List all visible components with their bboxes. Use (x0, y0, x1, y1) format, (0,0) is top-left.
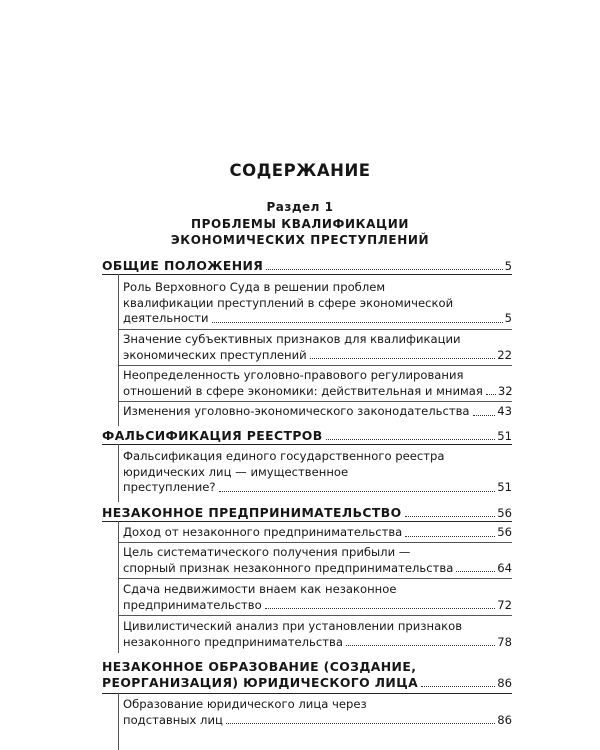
toc-item[interactable] (123, 582, 512, 613)
page-number: 86 (497, 712, 512, 727)
page-number: 51 (497, 429, 512, 443)
page-number: 43 (497, 404, 512, 418)
item-line: юридических лиц — имущественное (123, 464, 349, 479)
item-line: деятельности (123, 311, 209, 326)
item-rule (118, 542, 512, 543)
item-line: отношений в сфере экономики: действительная и мнимая (123, 383, 483, 398)
dot-leader (266, 269, 502, 270)
page-number: 56 (497, 525, 512, 539)
section-title: ФАЛЬСИФИКАЦИЯ РЕЕСТРОВ (102, 428, 323, 443)
page-number: 51 (497, 480, 512, 495)
item-line: предпринимательство (123, 597, 262, 612)
section-rule (102, 521, 512, 522)
item-line: Фальсификация единого государственного реестра (123, 449, 445, 463)
toc-item[interactable] (123, 449, 512, 496)
item-line: подставных лиц (123, 712, 223, 727)
item-line: Изменения уголовно-экономического законодательства (123, 404, 470, 418)
item-line: незаконного предпринимательства (123, 634, 343, 649)
section-vertical-line (118, 693, 119, 750)
item-line: Роль Верховного Суда в решении проблем (123, 280, 386, 294)
toc-item[interactable] (123, 332, 512, 363)
toc-heading: СОДЕРЖАНИЕ (229, 161, 371, 180)
item-rule (118, 615, 512, 616)
toc-item[interactable] (123, 545, 512, 576)
dot-leader (226, 723, 495, 724)
page-number: 5 (504, 259, 512, 273)
item-line: Значение субъективных признаков для квалификации (123, 332, 461, 346)
dot-leader (219, 491, 496, 492)
item-line: Сдача недвижимости внаем как незаконное (123, 582, 397, 596)
dot-leader (456, 571, 495, 572)
part-title-line: ЭКОНОМИЧЕСКИХ ПРЕСТУПЛЕНИЙ (170, 233, 430, 247)
page-number: 86 (497, 676, 512, 690)
item-line: Цель систематического получения прибыли — (123, 545, 411, 559)
section-rule (102, 274, 512, 275)
page-number: 5 (504, 311, 512, 326)
page-number: 72 (497, 597, 512, 612)
toc-item[interactable] (123, 368, 512, 399)
page-number: 78 (497, 634, 512, 649)
section-title: НЕЗАКОННОЕ ПРЕДПРИНИМАТЕЛЬСТВО (102, 505, 402, 520)
dot-leader (265, 608, 496, 609)
item-line: Доход от незаконного предпринимательства (123, 525, 403, 539)
item-line: Цивилистический анализ при установлении признаков (123, 619, 463, 633)
item-line: Неопределенность уголовно-правового регулирования (123, 368, 464, 382)
dot-leader (421, 686, 495, 687)
item-line: Образование юридического лица через (123, 697, 367, 711)
dot-leader (346, 645, 495, 646)
toc-item[interactable] (123, 619, 512, 650)
section-vertical-line (118, 444, 119, 502)
section-title: НЕЗАКОННОЕ ОБРАЗОВАНИЕ (СОЗДАНИЕ, (102, 659, 417, 674)
toc-section-illegal-formation[interactable] (102, 659, 512, 691)
dot-leader (473, 415, 496, 416)
toc-section-registries[interactable] (102, 428, 512, 444)
toc-section-illegal-entrepreneurship[interactable] (102, 505, 512, 521)
toc-item[interactable] (123, 697, 512, 728)
item-line: преступление? (123, 480, 216, 495)
item-line: экономических преступлений (123, 347, 307, 362)
page-number: 22 (497, 347, 512, 362)
section-rule (102, 693, 512, 694)
dot-leader (486, 394, 496, 395)
section-vertical-line (118, 521, 119, 653)
page-number: 64 (497, 560, 512, 575)
item-line: квалификации преступлений в сфере экономической (123, 295, 454, 310)
item-rule (118, 329, 512, 330)
item-rule (118, 365, 512, 366)
toc-item[interactable] (123, 280, 512, 327)
part-label: Раздел 1 (266, 200, 334, 214)
section-title: РЕОРГАНИЗАЦИЯ) ЮРИДИЧЕСКОГО ЛИЦА (102, 675, 419, 690)
toc-item[interactable] (123, 525, 512, 541)
page-number: 32 (497, 383, 513, 398)
dot-leader (212, 322, 503, 323)
section-title: ОБЩИЕ ПОЛОЖЕНИЯ (102, 258, 264, 273)
item-line: спорный признак незаконного предпринимательства (123, 560, 454, 575)
part-title-line: ПРОБЛЕМЫ КВАЛИФИКАЦИИ (190, 217, 409, 231)
page-number: 56 (497, 506, 512, 520)
item-rule (118, 401, 512, 402)
section-rule (102, 444, 512, 445)
dot-leader (405, 516, 496, 517)
dot-leader (310, 358, 496, 359)
dot-leader (326, 439, 496, 440)
toc-item[interactable] (123, 404, 512, 420)
item-rule (118, 578, 512, 579)
toc-section-general[interactable] (102, 258, 512, 274)
section-vertical-line (118, 274, 119, 426)
dot-leader (405, 536, 495, 537)
